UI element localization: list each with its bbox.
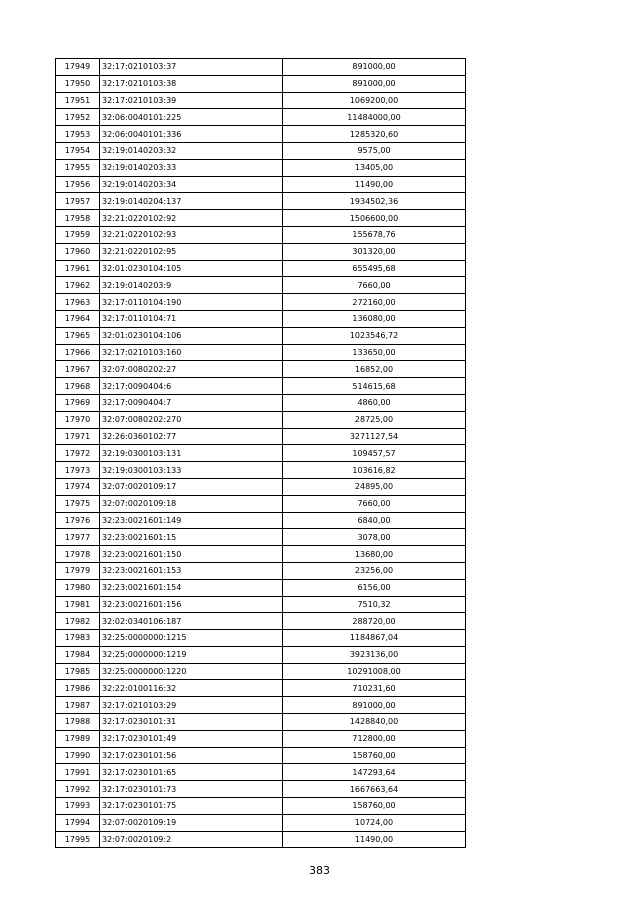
value-cell: 272160,00: [283, 294, 466, 311]
value-cell: 1285320,60: [283, 126, 466, 143]
cadastral-value-table: [55, 58, 466, 848]
table-row: [56, 579, 466, 596]
table-row: [56, 344, 466, 361]
cadastral-number-cell: 32:21:0220102:93: [100, 226, 283, 243]
cadastral-number-cell: 32:22:0100116:32: [100, 680, 283, 697]
value-cell: 1934502,36: [283, 193, 466, 210]
cadastral-number-cell: 32:19:0140203:33: [100, 159, 283, 176]
value-cell: 6156,00: [283, 579, 466, 596]
row-number-cell: 17952: [56, 109, 100, 126]
table-row: [56, 277, 466, 294]
value-cell: 16852,00: [283, 361, 466, 378]
row-number-cell: 17978: [56, 546, 100, 563]
value-cell: 28725,00: [283, 411, 466, 428]
row-number-cell: 17986: [56, 680, 100, 697]
cadastral-number-cell: 32:21:0220102:95: [100, 243, 283, 260]
value-cell: 11490,00: [283, 831, 466, 848]
row-number-cell: 17949: [56, 59, 100, 76]
table-row: [56, 596, 466, 613]
table-row: [56, 159, 466, 176]
cadastral-number-cell: 32:07:0020109:19: [100, 814, 283, 831]
table-row: [56, 646, 466, 663]
table-row: [56, 781, 466, 798]
value-cell: 1667663,64: [283, 781, 466, 798]
value-cell: 7660,00: [283, 277, 466, 294]
row-number-cell: 17970: [56, 411, 100, 428]
row-number-cell: 17958: [56, 210, 100, 227]
row-number-cell: 17993: [56, 798, 100, 815]
row-number-cell: 17994: [56, 814, 100, 831]
row-number-cell: 17979: [56, 562, 100, 579]
cadastral-number-cell: 32:07:0020109:2: [100, 831, 283, 848]
cadastral-number-cell: 32:17:0210103:37: [100, 59, 283, 76]
table-row: [56, 512, 466, 529]
cadastral-number-cell: 32:19:0140203:9: [100, 277, 283, 294]
value-cell: 11490,00: [283, 176, 466, 193]
row-number-cell: 17971: [56, 428, 100, 445]
cadastral-number-cell: 32:19:0300103:133: [100, 462, 283, 479]
value-cell: 23256,00: [283, 562, 466, 579]
row-number-cell: 17963: [56, 294, 100, 311]
value-cell: 103616,82: [283, 462, 466, 479]
cadastral-number-cell: 32:23:0021601:149: [100, 512, 283, 529]
row-number-cell: 17967: [56, 361, 100, 378]
value-cell: 24895,00: [283, 478, 466, 495]
table-row: [56, 109, 466, 126]
row-number-cell: 17960: [56, 243, 100, 260]
row-number-cell: 17953: [56, 126, 100, 143]
cadastral-number-cell: 32:23:0021601:156: [100, 596, 283, 613]
row-number-cell: 17980: [56, 579, 100, 596]
cadastral-number-cell: 32:23:0021601:150: [100, 546, 283, 563]
table-body: [56, 59, 466, 848]
cadastral-number-cell: 32:23:0021601:15: [100, 529, 283, 546]
cadastral-number-cell: 32:26:0360102:77: [100, 428, 283, 445]
row-number-cell: 17957: [56, 193, 100, 210]
table-row: [56, 730, 466, 747]
row-number-cell: 17955: [56, 159, 100, 176]
row-number-cell: 17985: [56, 663, 100, 680]
row-number-cell: 17956: [56, 176, 100, 193]
table-row: [56, 176, 466, 193]
row-number-cell: 17981: [56, 596, 100, 613]
table-row: [56, 378, 466, 395]
value-cell: 891000,00: [283, 59, 466, 76]
cadastral-number-cell: 32:06:0040101:336: [100, 126, 283, 143]
cadastral-number-cell: 32:19:0300103:131: [100, 445, 283, 462]
value-cell: 3271127,54: [283, 428, 466, 445]
row-number-cell: 17987: [56, 697, 100, 714]
row-number-cell: 17959: [56, 226, 100, 243]
value-cell: 13680,00: [283, 546, 466, 563]
cadastral-number-cell: 32:25:0000000:1215: [100, 630, 283, 647]
row-number-cell: 17977: [56, 529, 100, 546]
row-number-cell: 17954: [56, 142, 100, 159]
cadastral-number-cell: 32:17:0210103:38: [100, 75, 283, 92]
value-cell: 10291008,00: [283, 663, 466, 680]
value-cell: 11484000,00: [283, 109, 466, 126]
row-number-cell: 17982: [56, 613, 100, 630]
value-cell: 1184867,04: [283, 630, 466, 647]
table-row: [56, 361, 466, 378]
cadastral-number-cell: 32:17:0230101:56: [100, 747, 283, 764]
value-cell: 1069200,00: [283, 92, 466, 109]
table-row: [56, 75, 466, 92]
cadastral-number-cell: 32:01:0230104:105: [100, 260, 283, 277]
value-cell: 4860,00: [283, 394, 466, 411]
table-row: [56, 764, 466, 781]
row-number-cell: 17964: [56, 310, 100, 327]
table-row: [56, 814, 466, 831]
value-cell: 136080,00: [283, 310, 466, 327]
value-cell: 891000,00: [283, 697, 466, 714]
table-row: [56, 445, 466, 462]
table-row: [56, 680, 466, 697]
table-row: [56, 529, 466, 546]
row-number-cell: 17969: [56, 394, 100, 411]
value-cell: 158760,00: [283, 798, 466, 815]
row-number-cell: 17988: [56, 714, 100, 731]
page-number: 383: [309, 864, 330, 877]
table-row: [56, 294, 466, 311]
cadastral-number-cell: 32:17:0230101:49: [100, 730, 283, 747]
row-number-cell: 17974: [56, 478, 100, 495]
row-number-cell: 17991: [56, 764, 100, 781]
table-row: [56, 411, 466, 428]
row-number-cell: 17950: [56, 75, 100, 92]
table-row: [56, 546, 466, 563]
value-cell: 514615,68: [283, 378, 466, 395]
table-row: [56, 663, 466, 680]
table-row: [56, 697, 466, 714]
table-row: [56, 210, 466, 227]
table-row: [56, 310, 466, 327]
cadastral-number-cell: 32:21:0220102:92: [100, 210, 283, 227]
row-number-cell: 17984: [56, 646, 100, 663]
value-cell: 13405,00: [283, 159, 466, 176]
cadastral-number-cell: 32:23:0021601:154: [100, 579, 283, 596]
row-number-cell: 17972: [56, 445, 100, 462]
cadastral-number-cell: 32:17:0090404:7: [100, 394, 283, 411]
table-row: [56, 428, 466, 445]
row-number-cell: 17973: [56, 462, 100, 479]
table-row: [56, 243, 466, 260]
value-cell: 10724,00: [283, 814, 466, 831]
row-number-cell: 17961: [56, 260, 100, 277]
cadastral-number-cell: 32:07:0080202:27: [100, 361, 283, 378]
table-row: [56, 394, 466, 411]
row-number-cell: 17968: [56, 378, 100, 395]
value-cell: 1506600,00: [283, 210, 466, 227]
cadastral-number-cell: 32:17:0110104:71: [100, 310, 283, 327]
value-cell: 155678,76: [283, 226, 466, 243]
table-row: [56, 462, 466, 479]
value-cell: 3078,00: [283, 529, 466, 546]
cadastral-number-cell: 32:25:0000000:1219: [100, 646, 283, 663]
value-cell: 301320,00: [283, 243, 466, 260]
cadastral-number-cell: 32:07:0080202:270: [100, 411, 283, 428]
cadastral-number-cell: 32:17:0230101:31: [100, 714, 283, 731]
cadastral-number-cell: 32:23:0021601:153: [100, 562, 283, 579]
table-row: [56, 126, 466, 143]
value-cell: 1428840,00: [283, 714, 466, 731]
cadastral-number-cell: 32:17:0090404:6: [100, 378, 283, 395]
table-row: [56, 59, 466, 76]
table-row: [56, 142, 466, 159]
table-row: [56, 92, 466, 109]
row-number-cell: 17990: [56, 747, 100, 764]
table-row: [56, 478, 466, 495]
table-row: [56, 798, 466, 815]
table-row: [56, 495, 466, 512]
row-number-cell: 17951: [56, 92, 100, 109]
table-row: [56, 226, 466, 243]
value-cell: 712800,00: [283, 730, 466, 747]
cadastral-number-cell: 32:19:0140203:32: [100, 142, 283, 159]
value-cell: 655495,68: [283, 260, 466, 277]
cadastral-number-cell: 32:17:0230101:75: [100, 798, 283, 815]
value-cell: 1023546,72: [283, 327, 466, 344]
row-number-cell: 17992: [56, 781, 100, 798]
table-row: [56, 193, 466, 210]
cadastral-number-cell: 32:17:0110104:190: [100, 294, 283, 311]
value-cell: 7660,00: [283, 495, 466, 512]
value-cell: 3923136,00: [283, 646, 466, 663]
value-cell: 9575,00: [283, 142, 466, 159]
row-number-cell: 17989: [56, 730, 100, 747]
table-row: [56, 327, 466, 344]
row-number-cell: 17976: [56, 512, 100, 529]
value-cell: 891000,00: [283, 75, 466, 92]
row-number-cell: 17975: [56, 495, 100, 512]
cadastral-number-cell: 32:06:0040101:225: [100, 109, 283, 126]
cadastral-number-cell: 32:17:0230101:65: [100, 764, 283, 781]
value-cell: 288720,00: [283, 613, 466, 630]
row-number-cell: 17966: [56, 344, 100, 361]
cadastral-number-cell: 32:01:0230104:106: [100, 327, 283, 344]
cadastral-number-cell: 32:17:0230101:73: [100, 781, 283, 798]
cadastral-number-cell: 32:25:0000000:1220: [100, 663, 283, 680]
row-number-cell: 17965: [56, 327, 100, 344]
value-cell: 158760,00: [283, 747, 466, 764]
table-row: [56, 714, 466, 731]
table-row: [56, 260, 466, 277]
table-row: [56, 562, 466, 579]
value-cell: 147293,64: [283, 764, 466, 781]
table-row: [56, 613, 466, 630]
value-cell: 109457,57: [283, 445, 466, 462]
cadastral-number-cell: 32:17:0210103:39: [100, 92, 283, 109]
value-cell: 6840,00: [283, 512, 466, 529]
cadastral-number-cell: 32:19:0140203:34: [100, 176, 283, 193]
table-row: [56, 831, 466, 848]
value-cell: 710231,60: [283, 680, 466, 697]
row-number-cell: 17983: [56, 630, 100, 647]
cadastral-number-cell: 32:19:0140204:137: [100, 193, 283, 210]
table-row: [56, 630, 466, 647]
table-row: [56, 747, 466, 764]
row-number-cell: 17962: [56, 277, 100, 294]
row-number-cell: 17995: [56, 831, 100, 848]
cadastral-number-cell: 32:07:0020109:18: [100, 495, 283, 512]
cadastral-number-cell: 32:17:0210103:29: [100, 697, 283, 714]
cadastral-number-cell: 32:17:0210103:160: [100, 344, 283, 361]
value-cell: 7510,32: [283, 596, 466, 613]
cadastral-number-cell: 32:02:0340106:187: [100, 613, 283, 630]
cadastral-number-cell: 32:07:0020109:17: [100, 478, 283, 495]
value-cell: 133650,00: [283, 344, 466, 361]
